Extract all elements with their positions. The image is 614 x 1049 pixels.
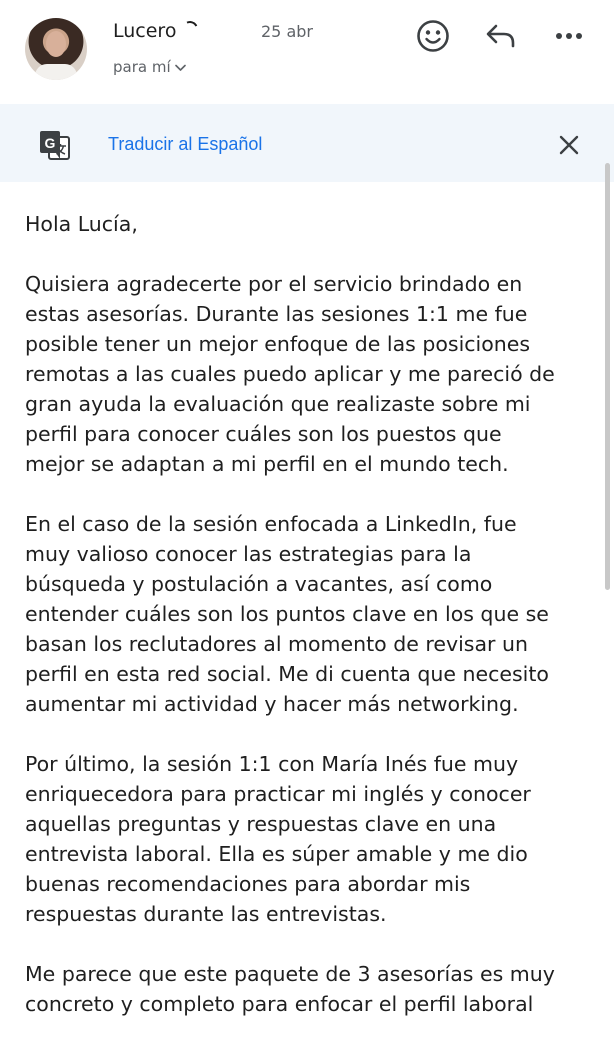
translate-link[interactable]: Traducir al Español (108, 134, 263, 154)
message-line: remotas a las cuales puedo aplicar y me pareció de (25, 362, 555, 386)
message-line: basan los reclutadores al momento de revisar un (25, 632, 528, 656)
message-line: respuestas durante las entrevistas. (25, 902, 387, 926)
reply-icon (485, 23, 517, 49)
message-line: perfil para conocer cuáles son los puestos que (25, 422, 502, 446)
sender-name[interactable]: Lucero (113, 20, 177, 42)
message-line: enriquecedora para practicar mi inglés y conocer (25, 782, 531, 806)
message-line: Me parece que este paquete de 3 asesorías es muy (25, 962, 555, 986)
scrollbar[interactable] (605, 163, 610, 590)
message-paragraph (25, 959, 595, 1019)
avatar-shirt (35, 64, 77, 80)
close-translate-button[interactable] (554, 130, 584, 160)
message-line: En el caso de la sesión enfocada a LinkedIn, fue (25, 512, 517, 536)
message-body (25, 209, 595, 1049)
message-line: entender cuáles son los puntos clave en los que se (25, 602, 549, 626)
more-horizontal-icon (555, 32, 583, 40)
message-line: Quisiera agradecerte por el servicio brindado en (25, 272, 523, 296)
more-options-button[interactable] (549, 16, 589, 56)
svg-text:G: G (44, 135, 56, 151)
avatar-face (46, 31, 66, 57)
message-line: aumentar mi actividad y hacer más networking. (25, 692, 519, 716)
emoji-smile-icon (416, 19, 450, 53)
emoji-react-button[interactable] (413, 16, 453, 56)
sender-truncation-mark (180, 19, 201, 40)
message-line: búsqueda y postulación a vacantes, así como (25, 572, 493, 596)
reply-button[interactable] (481, 16, 521, 56)
recipient-label: para mí (113, 58, 171, 76)
email-date: 25 abr (261, 22, 313, 41)
message-greeting: Hola Lucía, (25, 212, 138, 236)
avatar[interactable] (25, 18, 87, 80)
message-line: posible tener un mejor enfoque de las posiciones (25, 332, 531, 356)
message-line: Por último, la sesión 1:1 con María Inés fue muy (25, 752, 519, 776)
message-line: muy valioso conocer las estrategias para la (25, 542, 472, 566)
email-header (0, 0, 614, 104)
message-line: gran ayuda la evaluación que realizaste sobre mi (25, 392, 531, 416)
message-paragraph (25, 749, 595, 929)
message-line: buenas recomendaciones para abordar mis (25, 872, 471, 896)
message-paragraph (25, 269, 595, 479)
message-line: estas asesorías. Durante las sesiones 1:1 me fue (25, 302, 528, 326)
message-line: entrevista laboral. Ella es súper amable y me dio (25, 842, 528, 866)
chevron-down-icon (175, 61, 186, 76)
message-line: aquellas preguntas y respuestas clave en una (25, 812, 497, 836)
message-line: concreto y completo para enfocar el perfil laboral (25, 992, 534, 1016)
message-line: mejor se adaptan a mi perfil en el mundo tech. (25, 452, 509, 476)
close-icon (559, 135, 579, 155)
message-paragraph (25, 509, 595, 719)
recipient-toggle[interactable] (113, 58, 186, 76)
translate-bar (0, 104, 614, 182)
message-line: perfil en esta red social. Me di cuenta que necesito (25, 662, 549, 686)
translate-icon (38, 128, 72, 162)
